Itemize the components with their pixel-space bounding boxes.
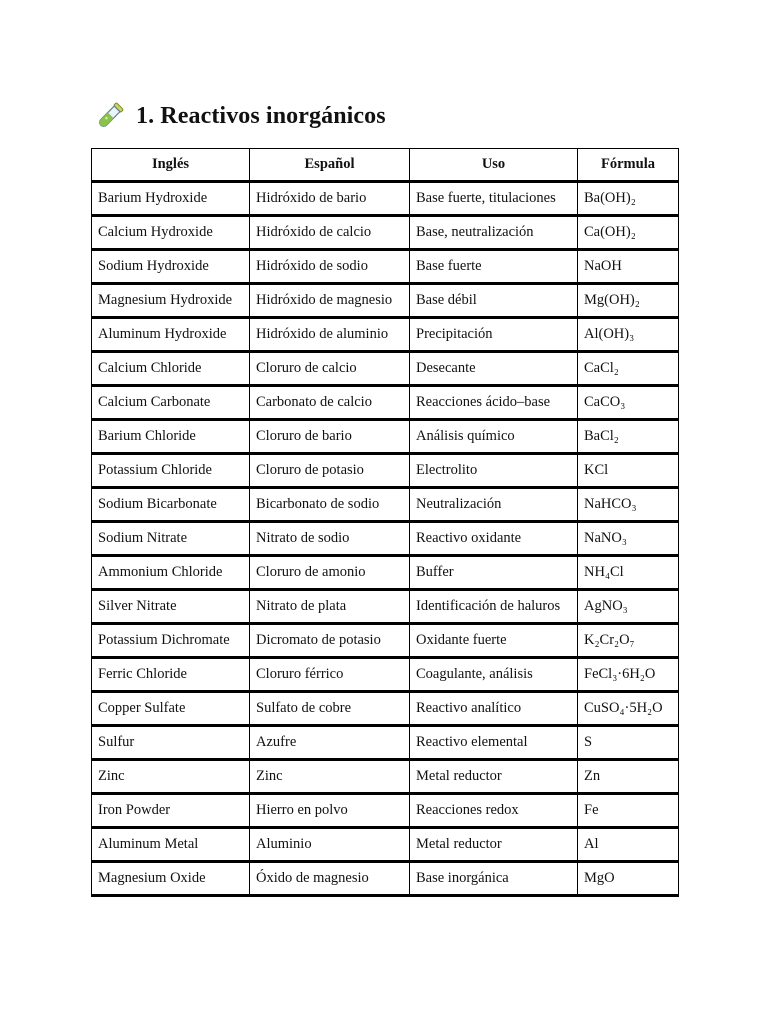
table-row	[92, 863, 679, 897]
cell-formula: AgNO₃	[578, 591, 679, 625]
table-row	[92, 761, 679, 795]
cell-espanol: Cloruro férrico	[250, 659, 410, 693]
cell-formula: Al(OH)₃	[578, 319, 679, 353]
cell-espanol: Cloruro de potasio	[250, 455, 410, 489]
table-row	[92, 693, 679, 727]
cell-formula: Ba(OH)₂	[578, 183, 679, 217]
table-row	[92, 523, 679, 557]
table-row	[92, 217, 679, 251]
cell-uso: Desecante	[410, 353, 578, 387]
cell-espanol: Hidróxido de calcio	[250, 217, 410, 251]
cell-formula: K₂Cr₂O₇	[578, 625, 679, 659]
cell-uso: Oxidante fuerte	[410, 625, 578, 659]
cell-formula: Al	[578, 829, 679, 863]
table-row	[92, 183, 679, 217]
table-header-row	[92, 149, 679, 183]
cell-formula: FeCl₃·6H₂O	[578, 659, 679, 693]
header-formula: Fórmula	[578, 149, 679, 183]
cell-ingles: Calcium Hydroxide	[92, 217, 250, 251]
header-espanol: Español	[250, 149, 410, 183]
cell-uso: Base, neutralización	[410, 217, 578, 251]
cell-espanol: Hidróxido de magnesio	[250, 285, 410, 319]
cell-ingles: Sulfur	[92, 727, 250, 761]
cell-uso: Metal reductor	[410, 829, 578, 863]
cell-ingles: Magnesium Oxide	[92, 863, 250, 897]
cell-espanol: Dicromato de potasio	[250, 625, 410, 659]
section-heading	[94, 96, 386, 136]
cell-espanol: Aluminio	[250, 829, 410, 863]
cell-espanol: Cloruro de bario	[250, 421, 410, 455]
cell-uso: Precipitación	[410, 319, 578, 353]
cell-uso: Reactivo oxidante	[410, 523, 578, 557]
cell-ingles: Sodium Bicarbonate	[92, 489, 250, 523]
cell-uso: Análisis químico	[410, 421, 578, 455]
cell-ingles: Iron Powder	[92, 795, 250, 829]
cell-ingles: Potassium Dichromate	[92, 625, 250, 659]
cell-espanol: Carbonato de calcio	[250, 387, 410, 421]
cell-ingles: Silver Nitrate	[92, 591, 250, 625]
cell-formula: Fe	[578, 795, 679, 829]
table-row	[92, 251, 679, 285]
reagents-table	[91, 148, 679, 897]
cell-formula: Ca(OH)₂	[578, 217, 679, 251]
cell-ingles: Zinc	[92, 761, 250, 795]
cell-ingles: Barium Hydroxide	[92, 183, 250, 217]
cell-uso: Metal reductor	[410, 761, 578, 795]
cell-espanol: Bicarbonato de sodio	[250, 489, 410, 523]
table-row	[92, 387, 679, 421]
cell-uso: Coagulante, análisis	[410, 659, 578, 693]
table-row	[92, 659, 679, 693]
table-row	[92, 625, 679, 659]
table-body	[92, 183, 679, 897]
table-row	[92, 285, 679, 319]
cell-ingles: Ferric Chloride	[92, 659, 250, 693]
cell-ingles: Magnesium Hydroxide	[92, 285, 250, 319]
cell-espanol: Hidróxido de bario	[250, 183, 410, 217]
cell-formula: CuSO₄·5H₂O	[578, 693, 679, 727]
cell-uso: Base fuerte, titulaciones	[410, 183, 578, 217]
header-ingles: Inglés	[92, 149, 250, 183]
cell-formula: CaCl₂	[578, 353, 679, 387]
cell-uso: Base fuerte	[410, 251, 578, 285]
cell-formula: NaNO₃	[578, 523, 679, 557]
cell-ingles: Barium Chloride	[92, 421, 250, 455]
table-row	[92, 727, 679, 761]
header-uso: Uso	[410, 149, 578, 183]
table-row	[92, 353, 679, 387]
section-title: 1. Reactivos inorgánicos	[136, 103, 386, 129]
cell-ingles: Copper Sulfate	[92, 693, 250, 727]
cell-espanol: Cloruro de calcio	[250, 353, 410, 387]
cell-formula: BaCl₂	[578, 421, 679, 455]
table-row	[92, 829, 679, 863]
cell-formula: Zn	[578, 761, 679, 795]
cell-uso: Base débil	[410, 285, 578, 319]
cell-uso: Reacciones ácido–base	[410, 387, 578, 421]
cell-espanol: Hidróxido de sodio	[250, 251, 410, 285]
cell-ingles: Ammonium Chloride	[92, 557, 250, 591]
cell-ingles: Aluminum Hydroxide	[92, 319, 250, 353]
cell-uso: Reactivo elemental	[410, 727, 578, 761]
cell-uso: Reacciones redox	[410, 795, 578, 829]
table-row	[92, 455, 679, 489]
cell-espanol: Sulfato de cobre	[250, 693, 410, 727]
cell-espanol: Zinc	[250, 761, 410, 795]
cell-formula: Mg(OH)₂	[578, 285, 679, 319]
table-row	[92, 795, 679, 829]
cell-espanol: Hidróxido de aluminio	[250, 319, 410, 353]
cell-formula: S	[578, 727, 679, 761]
cell-formula: NaOH	[578, 251, 679, 285]
cell-uso: Reactivo analítico	[410, 693, 578, 727]
cell-ingles: Sodium Nitrate	[92, 523, 250, 557]
cell-ingles: Sodium Hydroxide	[92, 251, 250, 285]
table-row	[92, 557, 679, 591]
cell-ingles: Aluminum Metal	[92, 829, 250, 863]
cell-formula: NaHCO₃	[578, 489, 679, 523]
cell-espanol: Hierro en polvo	[250, 795, 410, 829]
cell-espanol: Nitrato de plata	[250, 591, 410, 625]
cell-formula: NH₄Cl	[578, 557, 679, 591]
cell-ingles: Calcium Chloride	[92, 353, 250, 387]
cell-espanol: Azufre	[250, 727, 410, 761]
cell-formula: MgO	[578, 863, 679, 897]
cell-uso: Electrolito	[410, 455, 578, 489]
cell-formula: KCl	[578, 455, 679, 489]
cell-ingles: Calcium Carbonate	[92, 387, 250, 421]
table-row	[92, 421, 679, 455]
cell-uso: Base inorgánica	[410, 863, 578, 897]
cell-espanol: Óxido de magnesio	[250, 863, 410, 897]
test-tube-icon	[94, 100, 126, 132]
table-row	[92, 489, 679, 523]
cell-uso: Buffer	[410, 557, 578, 591]
cell-espanol: Nitrato de sodio	[250, 523, 410, 557]
cell-espanol: Cloruro de amonio	[250, 557, 410, 591]
cell-formula: CaCO₃	[578, 387, 679, 421]
table-row	[92, 591, 679, 625]
cell-uso: Neutralización	[410, 489, 578, 523]
cell-uso: Identificación de haluros	[410, 591, 578, 625]
cell-ingles: Potassium Chloride	[92, 455, 250, 489]
table-row	[92, 319, 679, 353]
